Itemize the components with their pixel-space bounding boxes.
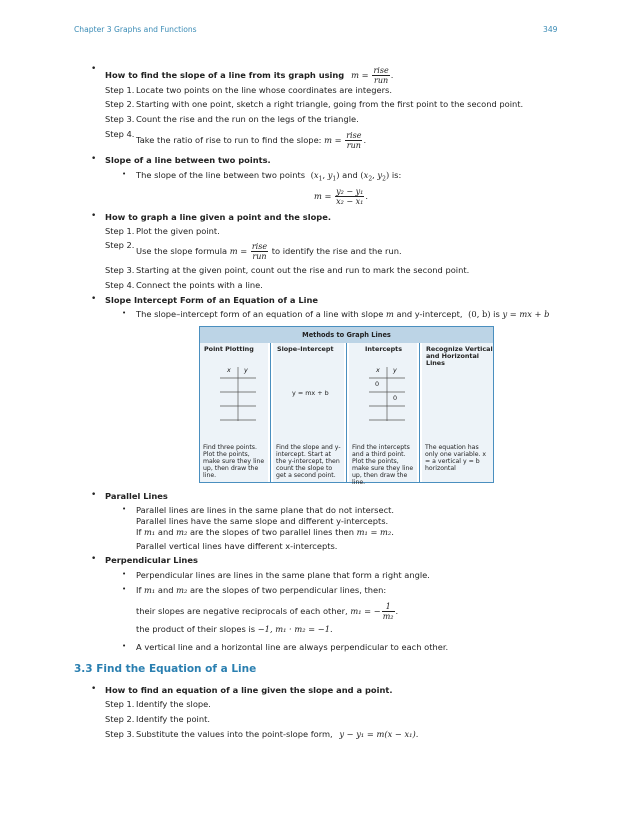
column-header: Intercepts [365, 345, 403, 353]
step-text: Connect the points with a line. [136, 280, 263, 290]
column-text: Find the intercepts and a third point. Plot the points, make sure they line up, then draw the line. [352, 444, 414, 487]
step-label: Step 1. [105, 226, 135, 236]
sub-bullet: • [122, 642, 127, 650]
step-label: Step 1. [105, 85, 135, 95]
bullet: • [91, 154, 97, 164]
table-column [273, 343, 344, 482]
column-divider [419, 343, 420, 482]
step-label: Step 3. [105, 265, 135, 275]
bullet: • [91, 684, 97, 694]
column-header: Point Plotting [204, 345, 254, 353]
parallel-line2: Parallel lines have the same slope and different y-intercepts. [136, 516, 389, 526]
graph-line-title: How to graph a line given a point and the slope. [105, 212, 331, 222]
sub-bullet: • [122, 570, 127, 578]
step-text: Locate two points on the line whose coordinates are integers. [136, 85, 393, 95]
column-text: Find three points. Plot the points, make sure they line up, then draw the line. [203, 444, 265, 480]
step-label: Step 3. [105, 114, 135, 124]
step-text: Take the ratio of rise to run to find the slope: m = $\frac{\text{rise}}{\text{run}}$ . [136, 131, 367, 150]
bullet: • [91, 490, 97, 500]
parallel-line1: Parallel lines are lines in the same plane that do not intersect. [136, 505, 395, 515]
perpendicular-title: Perpendicular Lines [105, 555, 198, 565]
step-text: Use the slope formula m = $\frac{\text{rise}}{\text{run}}$ to identify the rise and the run. [136, 242, 402, 261]
table-title: Methods to Graph Lines [200, 327, 493, 343]
step-label: Step 1. [105, 699, 135, 709]
bullet: • [91, 294, 97, 304]
perpendicular-line5: A vertical line and a horizontal line are always perpendicular to each other. [136, 642, 449, 652]
slope-two-points-title: Slope of a line between two points. [105, 155, 271, 165]
bullet: • [91, 64, 97, 74]
step-text: Starting with one point, sketch a right triangle, going from the first point to the second point. [136, 99, 524, 109]
perpendicular-line3: their slopes are negative reciprocals of each other, m₁ = − $\frac{1}{\text{m₂}}$ . [136, 602, 399, 621]
xy-table-graphic [218, 365, 258, 421]
step-text: Starting at the given point, count out the rise and run to mark the second point. [136, 265, 470, 275]
step-text: Plot the given point. [136, 226, 220, 236]
sub-bullet: • [122, 505, 127, 513]
table-column [422, 343, 493, 482]
column-header: Slope–Intercept [277, 345, 334, 353]
column-divider [346, 343, 347, 482]
step-text: Count the rise and the run on the legs of the triangle. [136, 114, 359, 124]
step-label: Step 2. [105, 240, 135, 250]
perpendicular-line4: the product of their slopes is −1, m₁ · m₂ = −1. [136, 624, 333, 634]
sub-bullet: • [122, 170, 127, 178]
step-label: Step 3. [105, 729, 135, 739]
slope-intercept-equation: y = mx + b [292, 389, 329, 397]
perpendicular-line2: If m₁ and m₂ are the slopes of two perpendicular lines, then: [136, 585, 387, 595]
step-text: Substitute the values into the point-slope form, y − y₁ = m(x − x₁). [136, 729, 419, 739]
x-label: x [227, 366, 231, 374]
xy-table-graphic [367, 365, 407, 421]
zero-value: 0 [393, 394, 398, 402]
step-label: Step 2. [105, 714, 135, 724]
x-label: x [376, 366, 380, 374]
slope-from-graph-title: How to find the slope of a line from its graph using m = $\frac{\text{rise}}{\text{run}}$ . [105, 66, 394, 85]
zero-value: 0 [375, 380, 380, 388]
sub-bullet: • [122, 309, 127, 317]
slope-formula: m = $\frac{\text{y₂ − y₁}}{\text{x₂ − x₁}}$ . [314, 187, 368, 206]
y-label: y [244, 366, 248, 374]
column-divider [270, 343, 271, 482]
sub-bullet: • [122, 585, 127, 593]
bullet: • [91, 211, 97, 221]
step-label: Step 4. [105, 129, 135, 139]
step-text: Identify the point. [136, 714, 211, 724]
methods-table [199, 326, 494, 487]
perpendicular-line1: Perpendicular lines are lines in the same plane that form a right angle. [136, 570, 430, 580]
step-label: Step 4. [105, 280, 135, 290]
section-heading: 3.3 Find the Equation of a Line [74, 663, 257, 675]
bullet: • [91, 554, 97, 564]
slope-intercept-title: Slope Intercept Form of an Equation of a Line [105, 295, 319, 305]
page-number: 349 [543, 25, 558, 34]
equation-line-title: How to find an equation of a line given the slope and a point. [105, 685, 393, 695]
parallel-title: Parallel Lines [105, 491, 168, 501]
parallel-line3: If m₁ and m₂ are the slopes of two parallel lines then m₁ = m₂. [136, 527, 394, 537]
column-text: Find the slope and y-intercept. Start at the y-intercept, then count the slope to get a second point. [276, 444, 341, 480]
chapter-header: Chapter 3 Graphs and Functions [74, 25, 197, 34]
slope-intercept-text: The slope–intercept form of an equation of a line with slope m and y-intercept, (0, b) is y = mx + b [136, 309, 550, 319]
column-text: The equation has only one variable. x = a vertical y = b horizontal [425, 444, 487, 473]
step-text: Identify the slope. [136, 699, 211, 709]
step-label: Step 2. [105, 99, 135, 109]
column-header: Recognize Vertical and Horizontal Lines [426, 345, 493, 367]
slope-two-points-text: The slope of the line between two points ($x_1$, $y_1$) and ($x_2$, $y_2$) is: [136, 170, 402, 183]
parallel-line4: Parallel vertical lines have different x-intercepts. [136, 541, 338, 551]
y-label: y [393, 366, 397, 374]
